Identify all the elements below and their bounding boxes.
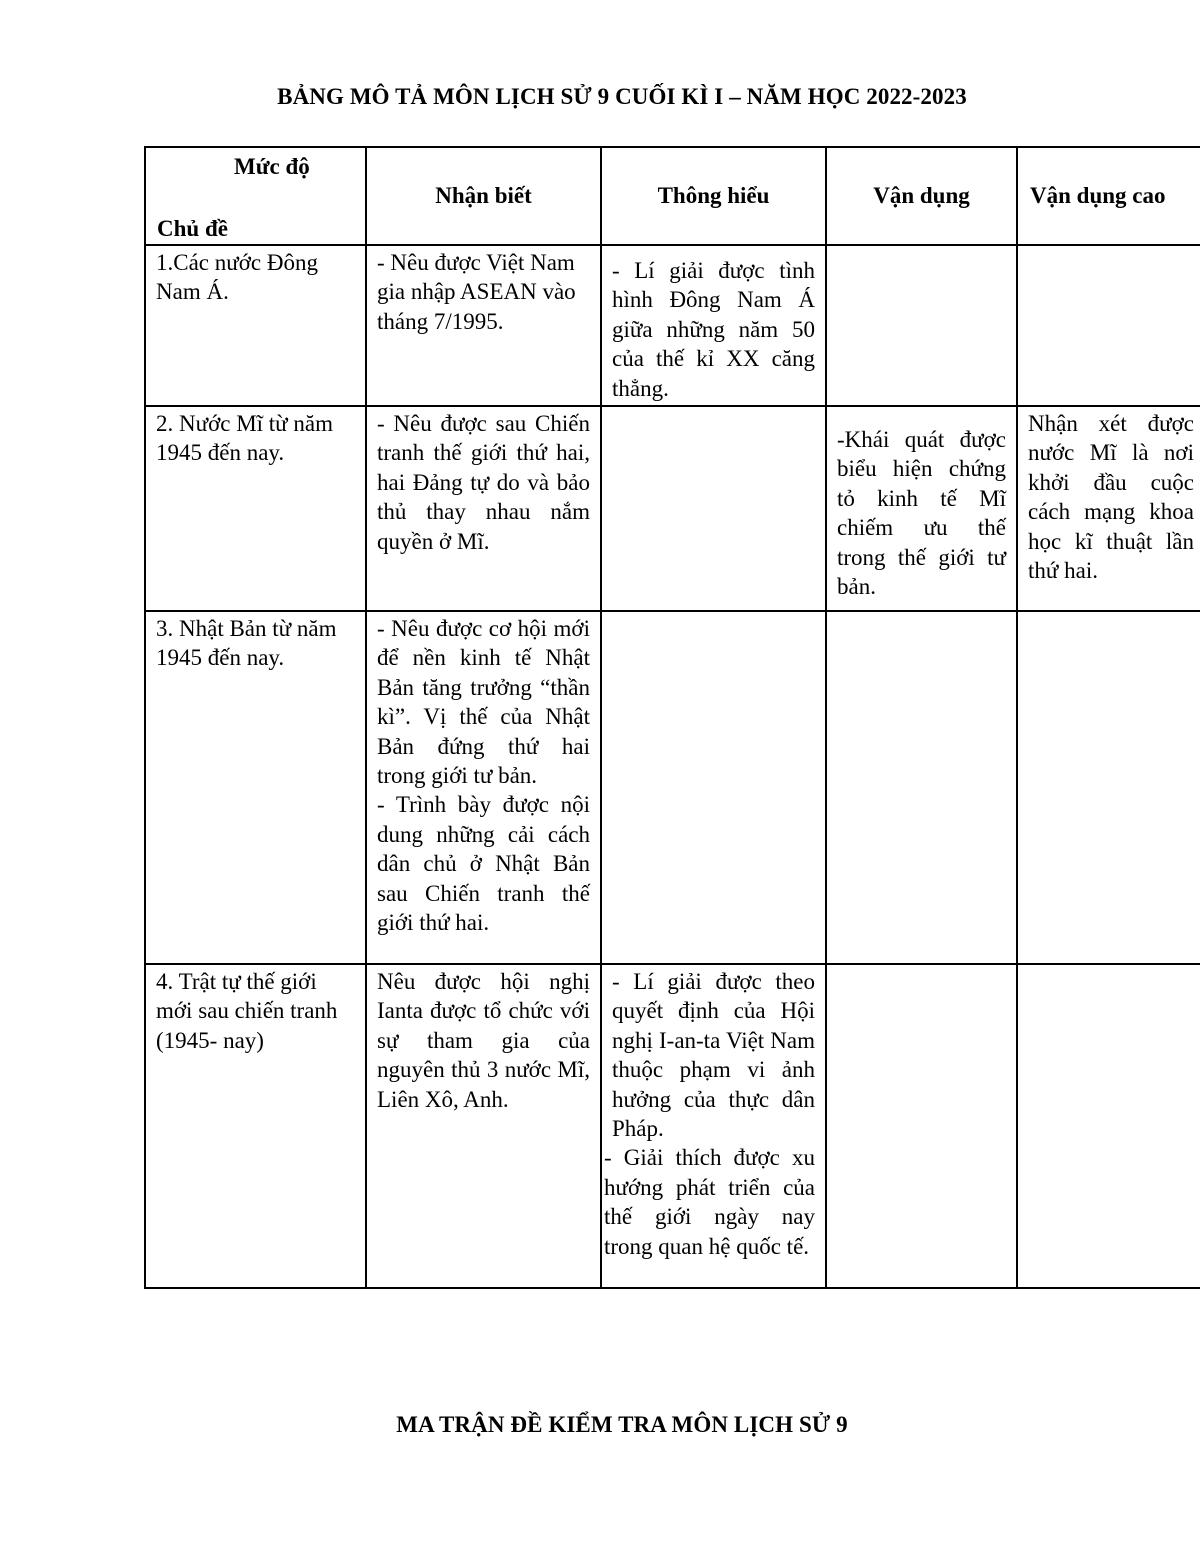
van-dung-cao-cell	[1017, 611, 1200, 964]
level-label: Mức độ	[234, 154, 310, 179]
table-row	[145, 245, 1200, 406]
topic-cell: 4. Trật tự thế giới mới sau chiến tranh (1945- nay)	[145, 964, 366, 1288]
thong-hieu-cell	[601, 611, 826, 964]
thong-hieu-cell: - Lí giải được theo quyết định của Hội nghị I-an-ta Việt Nam thuộc phạm vi ảnh hưởng của thực dân Pháp. - Giải thích được xu hướng phát triển của thế giới ngày nay trong quan hệ quốc tế.	[601, 964, 826, 1288]
van-dung-cell	[826, 245, 1017, 406]
nhan-biet-cell: - Nêu được Việt Nam gia nhập ASEAN vào tháng 7/1995.	[366, 245, 601, 406]
description-table	[144, 146, 1200, 1289]
topic-cell: 3. Nhật Bản từ năm 1945 đến nay.	[145, 611, 366, 964]
van-dung-cell	[826, 611, 1017, 964]
nhan-biet-cell: Nêu được hội nghị Ianta được tổ chức với sự tham gia của nguyên thủ 3 nước Mĩ, Liên Xô, Anh.	[366, 964, 601, 1288]
van-dung-cao-cell	[1017, 245, 1200, 406]
nhan-biet-cell: - Nêu được sau Chiến tranh thế giới thứ hai, hai Đảng tự do và bảo thủ thay nhau nắm quyền ở Mĩ.	[366, 406, 601, 611]
nhan-biet-cell: - Nêu được cơ hội mới để nền kinh tế Nhật Bản tăng trưởng “thần kì”. Vị thế của Nhật Bản đứng thứ hai trong giới tư bản. - Trình bày được nội dung những cải cách dân chủ ở Nhật Bản sau Chiến tranh thế giới thứ hai.	[366, 611, 601, 964]
thong-hieu-cell	[601, 406, 826, 611]
topic-cell: 2. Nước Mĩ từ năm 1945 đến nay.	[145, 406, 366, 611]
corner-header-cell	[145, 147, 366, 245]
table-row	[145, 611, 1200, 964]
table-header-row	[145, 147, 1200, 245]
topic-label: Chủ đề	[157, 216, 228, 241]
column-header-van-dung: Vận dụng	[826, 147, 1017, 245]
topic-cell: 1.Các nước Đông Nam Á.	[145, 245, 366, 406]
matrix-title: MA TRẬN ĐỀ KIỂM TRA MÔN LỊCH SỬ 9	[396, 1412, 848, 1437]
column-header-thong-hieu: Thông hiểu	[601, 147, 826, 245]
van-dung-cao-cell	[1017, 964, 1200, 1288]
column-header-nhan-biet: Nhận biết	[366, 147, 601, 245]
van-dung-cao-cell: Nhận xét được nước Mĩ là nơi khởi đầu cuộc cách mạng khoa học kĩ thuật lần thứ hai.	[1017, 406, 1200, 611]
document-title: BẢNG MÔ TẢ MÔN LỊCH SỬ 9 CUỐI KÌ I – NĂM HỌC 2022-2023	[277, 84, 967, 109]
van-dung-cell: -Khái quát được biểu hiện chứng tỏ kinh tế Mĩ chiếm ưu thế trong thế giới tư bản.	[826, 406, 1017, 611]
column-header-van-dung-cao: Vận dụng cao	[1017, 147, 1200, 245]
thong-hieu-cell: - Lí giải được tình hình Đông Nam Á giữa những năm 50 của thế kỉ XX căng thẳng.	[601, 245, 826, 406]
table-row	[145, 406, 1200, 611]
table-row	[145, 964, 1200, 1288]
van-dung-cell	[826, 964, 1017, 1288]
